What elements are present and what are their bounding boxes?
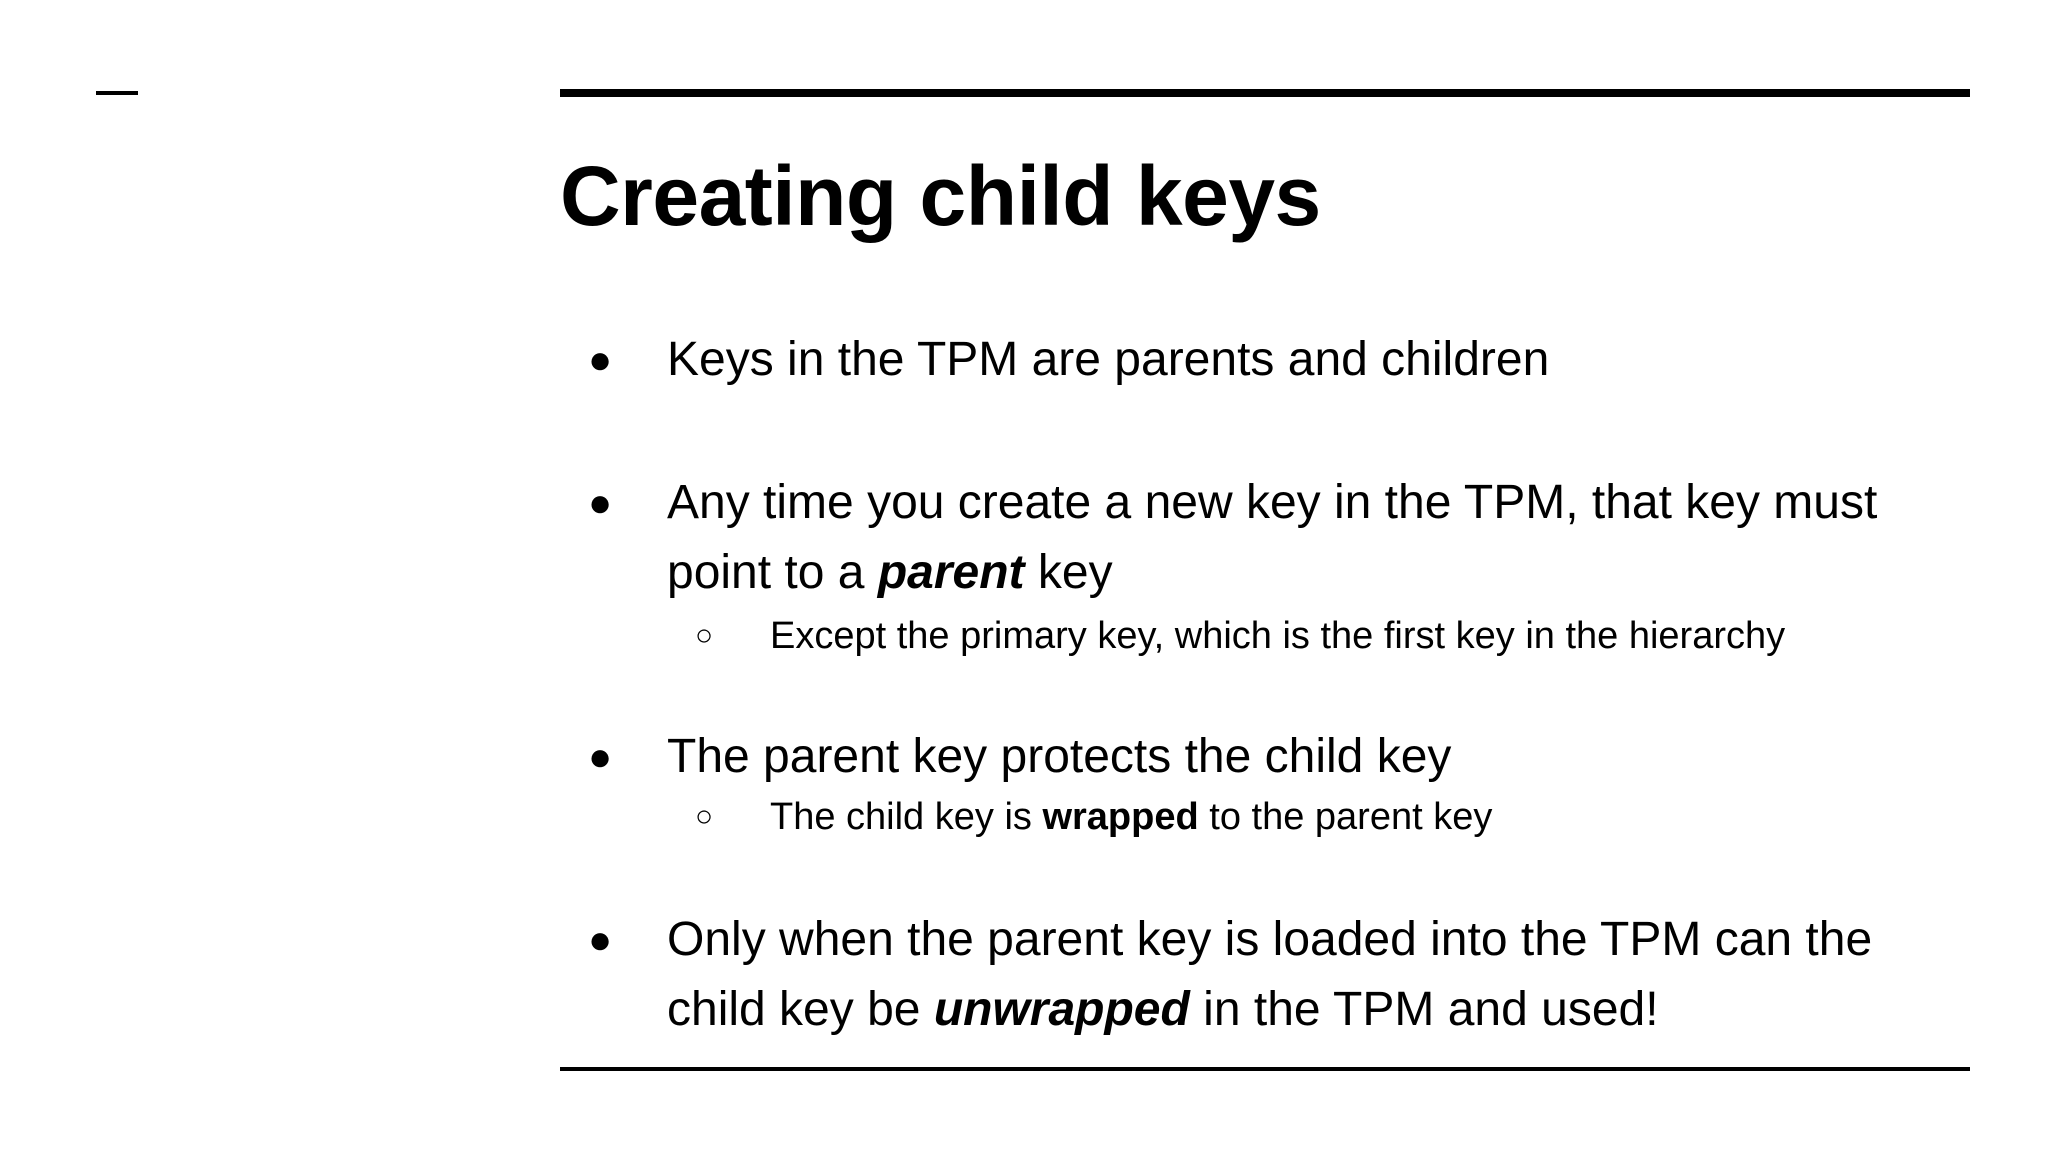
sub-bullet-text	[770, 792, 1970, 842]
emphasis-unwrapped: unwrapped	[933, 983, 1190, 1036]
bullet-text-line-2	[667, 538, 1967, 608]
content-bottom-rule	[560, 1067, 1970, 1071]
bullet-marker: ●	[588, 735, 613, 779]
text-segment: in the TPM and used!	[1189, 983, 1659, 1036]
bullet-text-line-2	[667, 975, 1967, 1045]
corner-dash-mark	[96, 91, 138, 95]
sub-bullet-marker: ○	[695, 800, 714, 833]
bullet-list	[560, 0, 1970, 1152]
text-segment: The child key is	[770, 796, 1043, 838]
bullet-text: The parent key protects the child key	[667, 730, 1452, 783]
bullet-text: Keys in the TPM are parents and children	[667, 333, 1550, 386]
bullet-marker: ●	[588, 918, 613, 962]
bullet-marker: ●	[588, 481, 613, 525]
text-segment: to the parent key	[1198, 796, 1493, 838]
bullet-text-line-1: Only when the parent key is loaded into the TPM can the	[667, 913, 1873, 966]
bullet-marker: ●	[588, 338, 613, 382]
text-segment: key	[1024, 546, 1113, 599]
slide-title: Creating child keys	[560, 149, 1321, 243]
sub-bullet-marker: ○	[695, 619, 714, 652]
bullet-text-line-1: Any time you create a new key in the TPM, that key must	[667, 476, 1878, 529]
emphasis-wrapped: wrapped	[1042, 796, 1199, 838]
text-segment: point to a	[667, 546, 878, 599]
emphasis-parent: parent	[877, 546, 1025, 599]
sub-bullet-text: Except the primary key, which is the first key in the hierarchy	[770, 615, 1786, 657]
text-segment: child key be	[667, 983, 934, 1036]
